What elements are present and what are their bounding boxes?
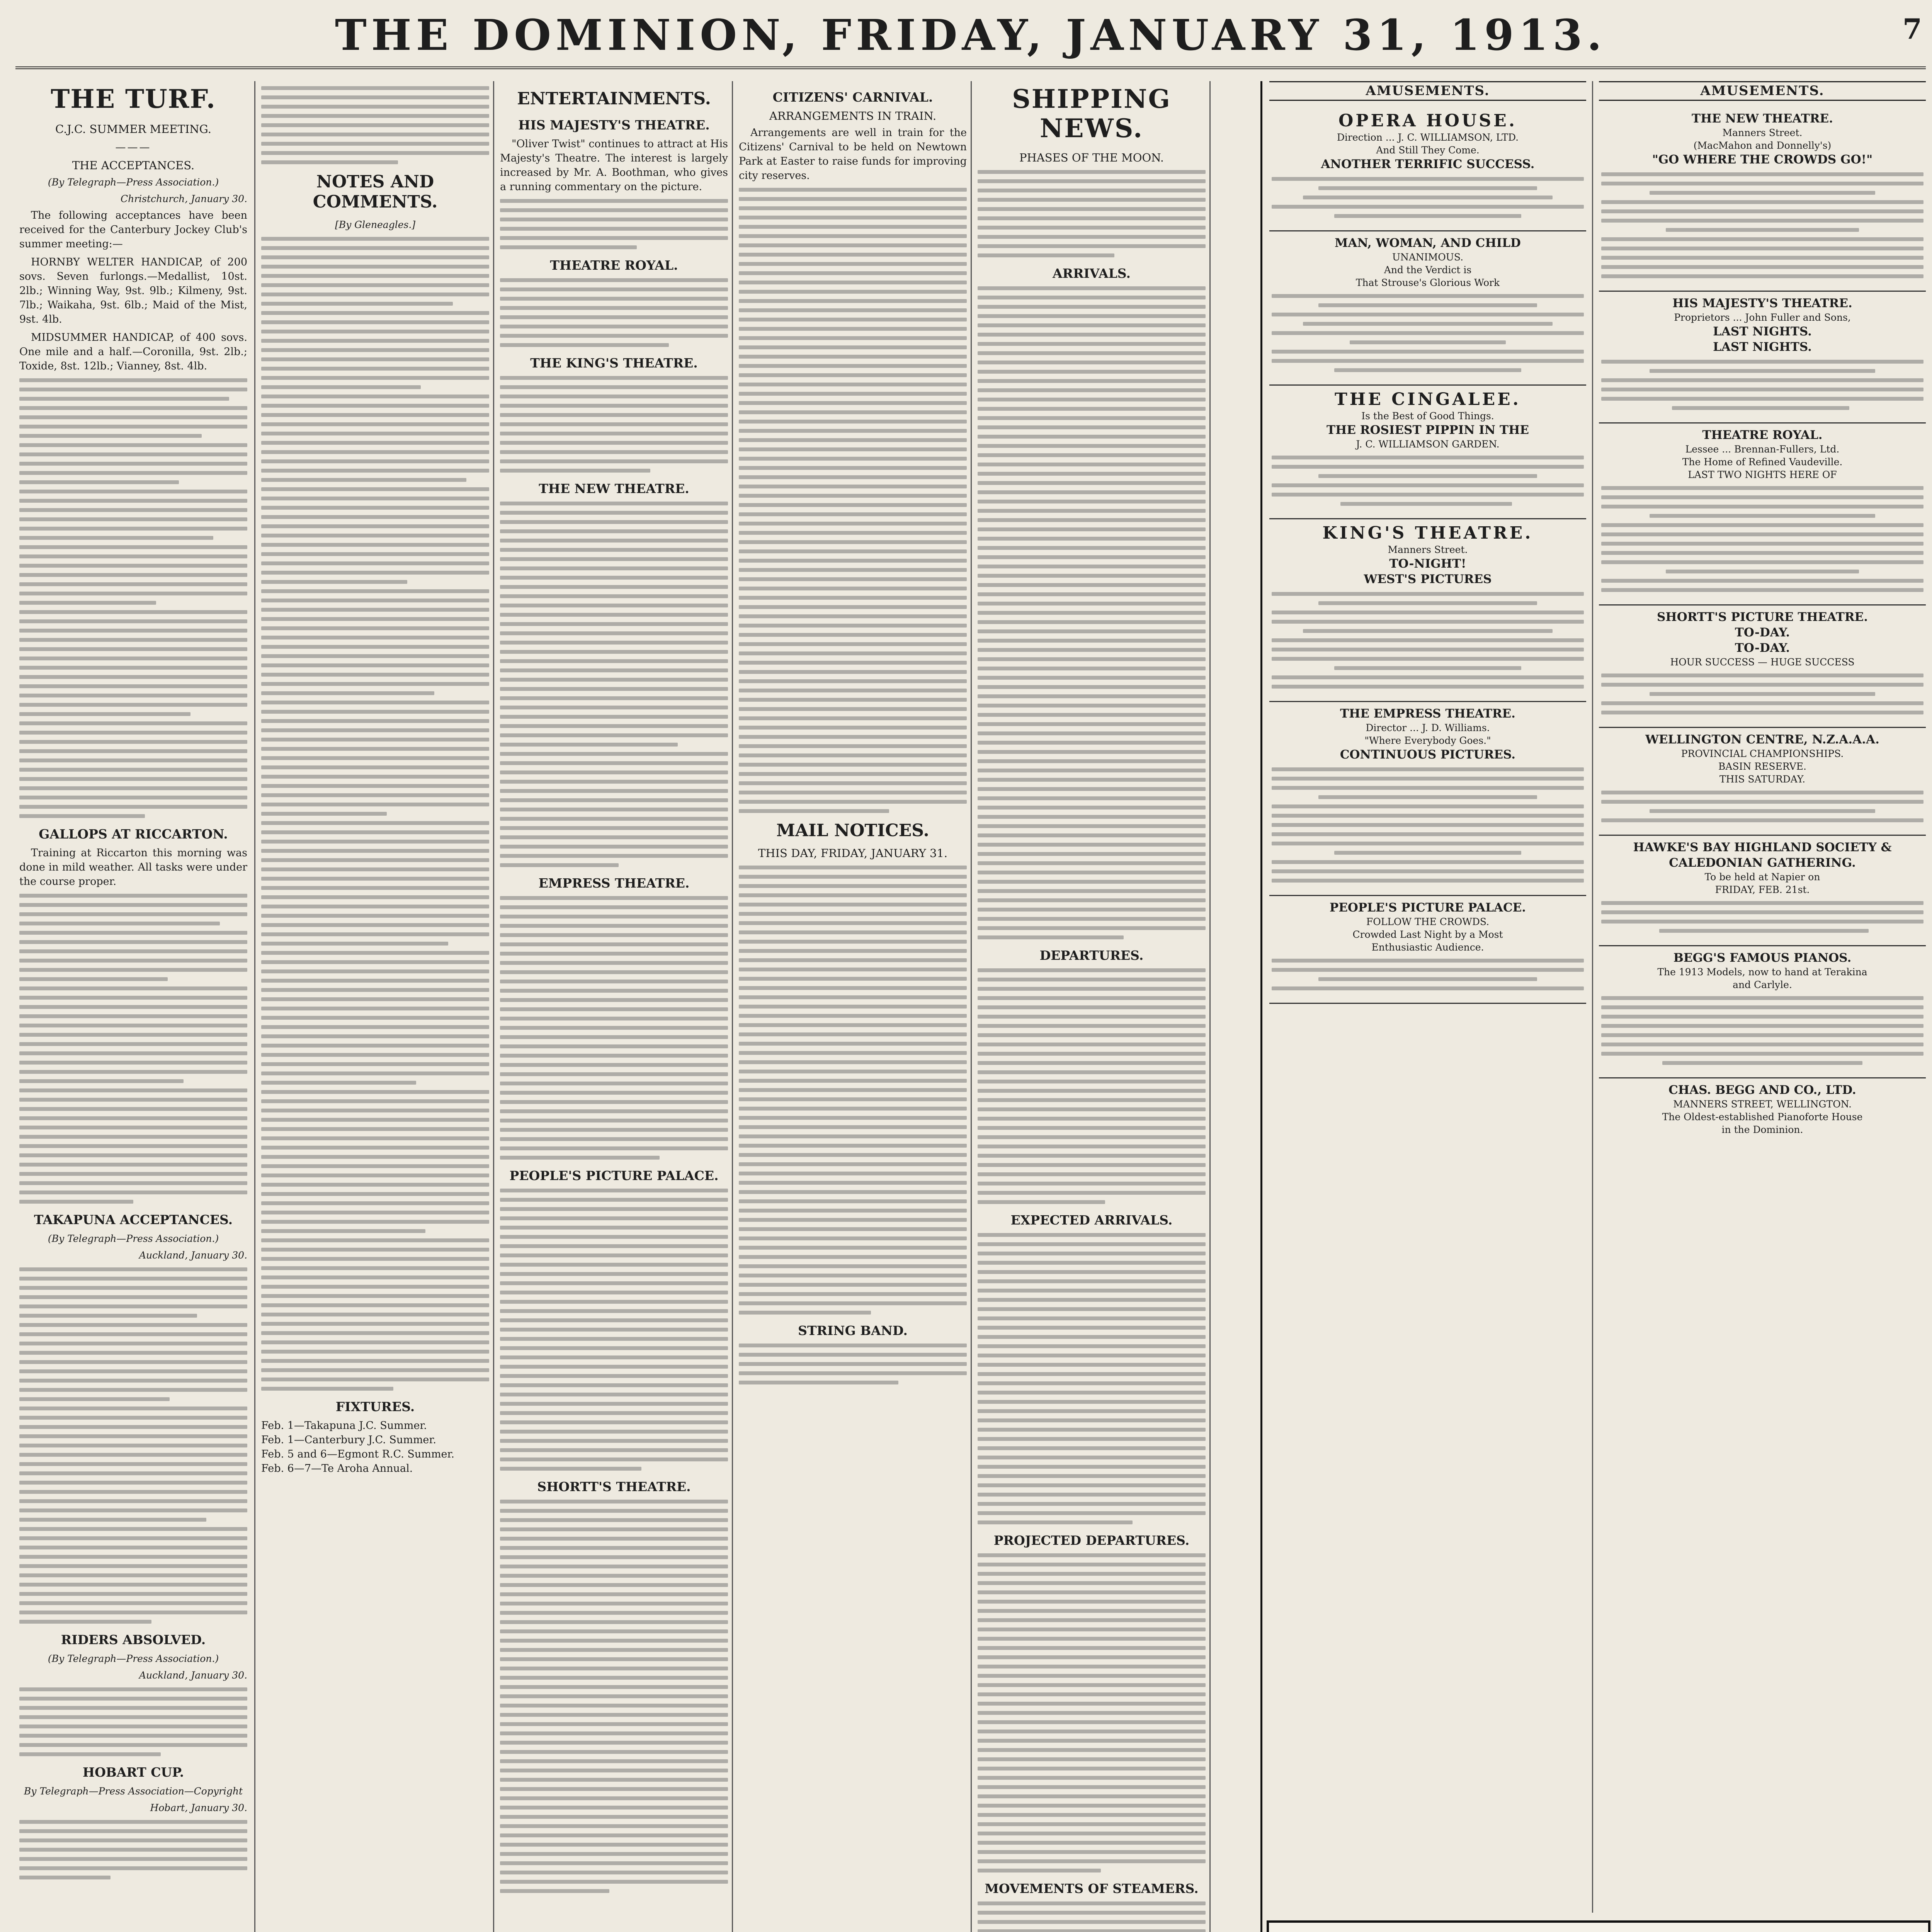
ad-line: PROVINCIAL CHAMPIONSHIPS. xyxy=(1681,748,1844,759)
ad-line: TO-DAY. xyxy=(1735,626,1790,639)
ad-line: Enthusiastic Audience. xyxy=(1371,942,1484,953)
text-filler xyxy=(1601,486,1923,592)
arrivals-heading: ARRIVALS. xyxy=(1053,266,1131,281)
ad-line: "GO WHERE THE CROWDS GO!" xyxy=(1652,153,1873,167)
ad-title: MAN, WOMAN, AND CHILD xyxy=(1335,236,1521,250)
ad-line: The Home of Refined Vaudeville. xyxy=(1682,456,1843,468)
column-rule xyxy=(1209,81,1211,1932)
ad-title: CHAS. BEGG AND CO., LTD. xyxy=(1668,1083,1856,1097)
ad-title: THE EMPRESS THEATRE. xyxy=(1340,707,1515,721)
ad-line: Direction ... J. C. WILLIAMSON, LTD. xyxy=(1337,132,1519,143)
ad-line: Crowded Last Night by a Most xyxy=(1352,929,1503,940)
gallops-heading: GALLOPS AT RICCARTON. xyxy=(39,827,228,842)
ad-line: UNANIMOUS. xyxy=(1392,252,1464,263)
text-filler xyxy=(500,376,728,473)
text-filler xyxy=(1272,959,1584,990)
ad-title: SHORTT'S PICTURE THEATRE. xyxy=(1657,610,1868,624)
text-filler xyxy=(1601,172,1923,278)
ad-line: Lessee ... Brennan-Fullers, Ltd. xyxy=(1685,444,1840,455)
departures-heading: DEPARTURES. xyxy=(1039,948,1144,963)
amusement-ad xyxy=(1269,519,1586,702)
turf-dateline: Christchurch, January 30. xyxy=(120,193,247,204)
text-filler xyxy=(1601,360,1923,410)
text-filler xyxy=(500,896,728,1160)
theatre-heading: THEATRE ROYAL. xyxy=(550,258,678,273)
ad-title: WELLINGTON CENTRE, N.Z.A.A.A. xyxy=(1645,733,1879,747)
account-books-ad xyxy=(1267,1920,1930,1932)
riders-credit: (By Telegraph—Press Association.) xyxy=(48,1653,219,1664)
ad-title: BEGG'S FAMOUS PIANOS. xyxy=(1673,951,1852,965)
text-filler xyxy=(500,199,728,249)
ad-title: PEOPLE'S PICTURE PALACE. xyxy=(1329,901,1526,915)
column-port-gutter xyxy=(1216,81,1255,1932)
masthead-title: THE DOMINION, FRIDAY, JANUARY 31, 1913. xyxy=(335,10,1607,60)
column-rule xyxy=(254,81,255,1932)
amusement-ad xyxy=(1599,605,1926,728)
ad-title: THE NEW THEATRE. xyxy=(1692,112,1833,126)
riders-dateline: Auckland, January 30. xyxy=(139,1670,247,1681)
amusement-ad xyxy=(1599,836,1926,946)
turf-paragraph: HORNBY WELTER HANDICAP, of 200 sovs. Seven furlongs.—Medallist, 10st. 2lb.; Winning Way, 9st. 9lb.; Kilmeny, 9st. 7lb.; Waikaha, 9st. 6lb.; Maid of the Mist, 9st. 4lb. xyxy=(19,256,247,325)
text-filler xyxy=(1601,673,1923,714)
text-filler xyxy=(500,278,728,347)
text-filler xyxy=(978,170,1206,257)
hobart-credit: By Telegraph—Press Association—Copyright xyxy=(24,1786,243,1797)
ad-line: That Strouse's Glorious Work xyxy=(1355,277,1500,288)
ad-line: LAST TWO NIGHTS HERE OF xyxy=(1688,469,1837,480)
amusement-ad xyxy=(1269,231,1586,386)
text-filler xyxy=(500,1500,728,1893)
entertainments-title: ENTERTAINMENTS. xyxy=(517,89,711,109)
gallops-paragraph: Training at Riccarton this morning was done in mild weather. All tasks were under the course proper. xyxy=(19,847,247,888)
mail-heading: MAIL NOTICES. xyxy=(776,821,929,840)
turf-title: THE TURF. xyxy=(51,84,216,114)
text-filler xyxy=(261,86,489,164)
ad-line: To be held at Napier on xyxy=(1704,871,1820,883)
amusement-ad xyxy=(1599,1078,1926,1143)
text-filler xyxy=(978,968,1206,1204)
column-entertainments xyxy=(500,81,728,1932)
text-filler xyxy=(1272,767,1584,883)
amusement-ad xyxy=(1599,423,1926,605)
ad-line: Director ... J. D. Williams. xyxy=(1366,722,1490,733)
ad-line: WEST'S PICTURES xyxy=(1364,572,1492,586)
takapuna-dateline: Auckland, January 30. xyxy=(139,1250,247,1261)
text-filler xyxy=(1601,791,1923,822)
expected-heading: EXPECTED ARRIVALS. xyxy=(1010,1213,1173,1228)
amusement-ad xyxy=(1269,386,1586,519)
ad-line: FRIDAY, FEB. 21st. xyxy=(1715,884,1810,895)
amusement-ad xyxy=(1599,946,1926,1078)
column-amusements-left xyxy=(1269,81,1586,1913)
fixtures-heading: FIXTURES. xyxy=(335,1399,415,1414)
ad-line: And Still They Come. xyxy=(1376,145,1480,156)
ad-title: HIS MAJESTY'S THEATRE. xyxy=(1672,296,1852,310)
amusement-ad xyxy=(1599,728,1926,836)
fixtures-item: Feb. 1—Canterbury J.C. Summer. xyxy=(261,1434,436,1446)
column-turf xyxy=(19,81,247,1932)
column-rule xyxy=(971,81,972,1932)
column-shipping xyxy=(978,81,1206,1932)
text-filler xyxy=(19,378,247,818)
takapuna-heading: TAKAPUNA ACCEPTANCES. xyxy=(34,1212,233,1227)
amusement-ad xyxy=(1269,107,1586,231)
fixtures-item: Feb. 6—7—Te Aroha Annual. xyxy=(261,1463,413,1475)
masthead xyxy=(15,9,1926,69)
column-notes xyxy=(261,81,489,1932)
hobart-dateline: Hobart, January 30. xyxy=(150,1802,247,1813)
text-filler xyxy=(1601,996,1923,1065)
ad-line: The 1913 Models, now to hand at Terakina xyxy=(1657,966,1867,978)
ad-title: THEATRE ROYAL. xyxy=(1702,428,1823,442)
fixtures-item: Feb. 5 and 6—Egmont R.C. Summer. xyxy=(261,1448,455,1460)
column-rule xyxy=(493,81,494,1932)
text-filler xyxy=(978,1553,1206,1872)
ad-line: The Oldest-established Pianoforte House xyxy=(1662,1111,1863,1122)
text-filler xyxy=(261,237,489,1391)
ad-line: in the Dominion. xyxy=(1721,1124,1803,1135)
ad-line: MANNERS STREET, WELLINGTON. xyxy=(1673,1099,1852,1110)
turf-subtitle: C.J.C. SUMMER MEETING. xyxy=(55,122,212,136)
text-filler xyxy=(1272,592,1584,689)
projected-heading: PROJECTED DEPARTURES. xyxy=(993,1533,1190,1548)
ad-line: TO-DAY. xyxy=(1735,641,1790,655)
text-filler xyxy=(739,188,967,813)
text-filler xyxy=(739,1344,967,1384)
text-filler xyxy=(739,866,967,1315)
mail-day: THIS DAY, FRIDAY, JANUARY 31. xyxy=(758,847,948,860)
amusements-heading: AMUSEMENTS. xyxy=(1269,81,1586,101)
ad-line: and Carlyle. xyxy=(1733,979,1792,990)
turf-credit: (By Telegraph—Press Association.) xyxy=(48,177,219,188)
text-filler xyxy=(1272,456,1584,506)
ad-line: ANOTHER TERRIFIC SUCCESS. xyxy=(1321,157,1535,171)
text-filler xyxy=(978,286,1206,939)
text-filler xyxy=(19,894,247,1204)
entertainments-paragraph: "Oliver Twist" continues to attract at His Majesty's Theatre. The interest is largely increased by Mr. A. Boothman, who gives a running commentary on the picture. xyxy=(500,138,728,193)
text-filler xyxy=(1601,901,1923,933)
ad-line: Is the Best of Good Things. xyxy=(1361,410,1494,422)
carnival-title: CITIZENS' CARNIVAL. xyxy=(772,90,933,105)
movements-heading: MOVEMENTS OF STEAMERS. xyxy=(985,1881,1199,1896)
ad-line: Manners Street. xyxy=(1722,127,1803,138)
amusement-ad xyxy=(1269,896,1586,1004)
text-filler xyxy=(1272,294,1584,372)
page-number: 7 xyxy=(1902,12,1922,45)
ad-line: Manners Street. xyxy=(1388,544,1468,555)
theatre-heading: THE KING'S THEATRE. xyxy=(530,355,698,371)
column-rule xyxy=(1592,81,1593,1913)
notes-title: NOTES AND COMMENTS. xyxy=(313,172,438,212)
text-filler xyxy=(500,502,728,867)
text-filler xyxy=(19,1820,247,1879)
turf-section: THE ACCEPTANCES. xyxy=(72,159,195,172)
column-amusements-right xyxy=(1599,81,1926,1913)
notes-byline: [By Gleneagles.] xyxy=(335,219,416,230)
moon-heading: PHASES OF THE MOON. xyxy=(1019,151,1164,164)
text-filler xyxy=(1272,177,1584,218)
ad-line: And the Verdict is xyxy=(1384,264,1472,276)
ad-line: FOLLOW THE CROWDS. xyxy=(1366,916,1490,927)
amusement-ad xyxy=(1269,702,1586,896)
takapuna-credit: (By Telegraph—Press Association.) xyxy=(48,1233,219,1244)
theatre-heading: PEOPLE'S PICTURE PALACE. xyxy=(509,1168,719,1183)
text-filler xyxy=(19,1267,247,1624)
ad-line: LAST NIGHTS. xyxy=(1713,325,1812,338)
riders-heading: RIDERS ABSOLVED. xyxy=(61,1632,206,1647)
ad-title: HAWKE'S BAY HIGHLAND SOCIETY & CALEDONIAN GATHERING. xyxy=(1633,840,1892,870)
text-filler xyxy=(978,1233,1206,1524)
theatre-heading: SHORTT'S THEATRE. xyxy=(537,1479,691,1494)
ad-line: J. C. WILLIAMSON GARDEN. xyxy=(1356,439,1500,450)
band-heading: STRING BAND. xyxy=(798,1323,908,1338)
ad-line: TO-NIGHT! xyxy=(1389,557,1466,571)
turf-paragraph: The following acceptances have been received for the Canterbury Jockey Club's summer meeting:— xyxy=(19,209,247,250)
theatre-heading: THE NEW THEATRE. xyxy=(539,481,689,496)
ad-title: OPERA HOUSE. xyxy=(1338,111,1517,131)
column-carnival xyxy=(739,81,967,1932)
column-rule xyxy=(1260,81,1262,1932)
theatre-heading: EMPRESS THEATRE. xyxy=(538,876,690,891)
carnival-paragraph: Arrangements are well in train for the Citizens' Carnival to be held on Newtown Park at Easter to raise funds for improving city reserves. xyxy=(739,127,967,182)
carnival-subhead: ARRANGEMENTS IN TRAIN. xyxy=(769,109,937,122)
amusements-heading: AMUSEMENTS. xyxy=(1599,81,1926,101)
ad-line: LAST NIGHTS. xyxy=(1713,340,1812,354)
ad-line: CONTINUOUS PICTURES. xyxy=(1340,748,1516,762)
turf-paragraph: MIDSUMMER HANDICAP, of 400 sovs. One mile and a half.—Coronilla, 9st. 2lb.; Toxide, 8st. 12lb.; Vianney, 8st. 4lb. xyxy=(19,332,247,372)
ad-line: HOUR SUCCESS — HUGE SUCCESS xyxy=(1670,656,1855,668)
ad-line: "Where Everybody Goes." xyxy=(1364,735,1491,746)
amusement-ad xyxy=(1599,292,1926,423)
ad-line: THIS SATURDAY. xyxy=(1719,774,1806,785)
ad-line: BASIN RESERVE. xyxy=(1718,761,1806,772)
ad-line: Proprietors ... John Fuller and Sons, xyxy=(1674,312,1851,323)
fixtures-item: Feb. 1—Takapuna J.C. Summer. xyxy=(261,1420,427,1432)
text-filler xyxy=(500,1189,728,1471)
text-filler xyxy=(978,1901,1206,1932)
ad-line: (MacMahon and Donnelly's) xyxy=(1693,140,1832,151)
shipping-title: SHIPPING NEWS. xyxy=(1012,84,1171,143)
theatre-heading: HIS MAJESTY'S THEATRE. xyxy=(518,117,710,133)
ad-title: THE CINGALEE. xyxy=(1334,389,1521,409)
column-rule xyxy=(732,81,733,1932)
ad-title: KING'S THEATRE. xyxy=(1322,523,1533,543)
divider: ——— xyxy=(115,141,151,153)
text-filler xyxy=(19,1687,247,1756)
ad-line: THE ROSIEST PIPPIN IN THE xyxy=(1327,423,1529,437)
amusement-ad xyxy=(1599,107,1926,292)
hobart-heading: HOBART CUP. xyxy=(82,1765,184,1780)
